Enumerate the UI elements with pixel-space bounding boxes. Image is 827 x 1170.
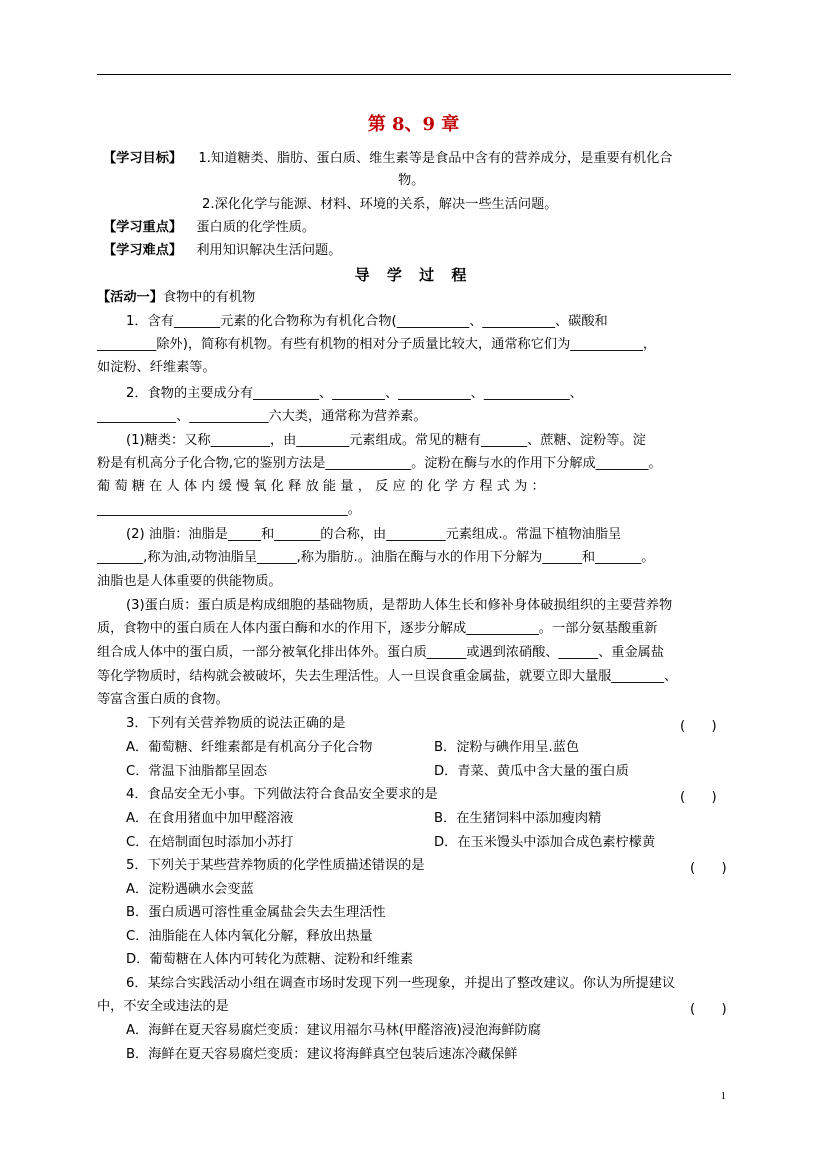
focus-line: 【学习重点】 蛋白质的化学性质。 [103, 220, 316, 235]
answer-blank: ( ) [690, 861, 727, 876]
body-line: 组合成人体中的蛋白质，一部分被氧化排出体外。蛋白质______或遇到浓硝酸、______、重金属盐 [97, 645, 665, 660]
body-line: ____________、____________六大类，通常称为营养素。 [97, 409, 427, 424]
body-line: 1．含有_______元素的化合物称为有机化合物(___________、___________、碳酸和 [126, 314, 608, 329]
option-d: D．在玉米馒头中添加合成色素柠檬黄 [434, 835, 656, 850]
difficulty-line: 【学习难点】 利用知识解决生活问题。 [103, 243, 342, 258]
header-rule [97, 74, 731, 75]
question-stem: 4．食品安全无小事。下列做法符合食品安全要求的是 [126, 787, 438, 802]
question-stem: 5．下列关于某些营养物质的化学性质描述错误的是 [126, 858, 425, 873]
page-title: 第 8、9 章 [367, 114, 460, 135]
goals-line-2: 2.深化化学与能源、材料、环境的关系，解决一些生活问题。 [202, 197, 558, 212]
answer-blank: ( ) [680, 719, 717, 734]
process-title: 导 学 过 程 [354, 266, 473, 284]
answer-blank: ( ) [690, 1002, 727, 1017]
option-a: A．葡萄糖、纤维素都是有机高分子化合物 [126, 740, 373, 755]
body-line: 质，食物中的蛋白质在人体内蛋白酶和水的作用下，逐步分解成___________。一部分氨基酸重新 [97, 621, 658, 636]
body-line: 油脂也是人体重要的供能物质。 [97, 574, 282, 589]
option-d: D．青菜、黄瓜中含大量的蛋白质 [434, 764, 629, 779]
activity-heading: 【活动一】食物中的有机物 [97, 290, 256, 305]
option-b: B．蛋白质遇可溶性重金属盐会失去生理活性 [126, 905, 386, 920]
option-b: B．海鲜在夏天容易腐烂变质：建议将海鲜真空包装后速冻冷藏保鲜 [126, 1047, 518, 1062]
body-line: 葡 萄 糖 在 人 体 内 缓 慢 氧 化 释 放 能 量 ， 反 应 的 化 学 方 程 式 为 ： [97, 479, 545, 494]
body-line: ______________________________________。 [97, 502, 361, 517]
option-a: A．在食用猪血中加甲醛溶液 [126, 811, 294, 826]
goals-tag: 【学习目标】 [103, 151, 183, 166]
body-line: 2．食物的主要成分有__________、________、___________、_____________、 [126, 386, 583, 401]
body-line: (2) 油脂：油脂是_____和_______的合称，由_________元素组成.。常温下植物油脂呈 [126, 527, 622, 542]
body-line: (3)蛋白质：蛋白质是构成细胞的基础物质，是帮助人体生长和修补身体破损组织的主要营养物 [126, 598, 673, 613]
option-c: C．油脂能在人体内氧化分解，释放出热量 [126, 929, 373, 944]
question-stem-cont: 中，不安全或违法的是 [97, 999, 229, 1014]
body-line: _________除外)，简称有机物。有些有机物的相对分子质量比较大，通常称它们为___________， [97, 337, 657, 352]
body-line: 如淀粉、纤维素等。 [97, 360, 216, 375]
body-line: 等化学物质时，结构就会被破坏，失去生理活性。人一旦误食重金属盐，就要立即大量服________、 [97, 669, 678, 684]
goals-line-1b: 物。 [398, 173, 425, 188]
body-line: 粉是有机高分子化合物,它的鉴别方法是_____________。淀粉在酶与水的作用下分解成________。 [97, 456, 662, 471]
question-stem: 6．某综合实践活动小组在调查市场时发现下列一些现象，并提出了整改建议。你认为所提建议 [126, 976, 676, 991]
goals-line-1: 【学习目标】 1.知道糖类、脂肪、蛋白质、维生素等是食品中含有的营养成分，是重要有机化合 [103, 151, 673, 166]
page-number: 1 [720, 1090, 726, 1102]
answer-blank: ( ) [680, 790, 717, 805]
option-c: C．常温下油脂都呈固态 [126, 764, 268, 779]
option-c: C．在焙制面包时添加小苏打 [126, 835, 294, 850]
option-b: B．在生猪饲料中添加瘦肉精 [434, 811, 602, 826]
option-a: A．海鲜在夏天容易腐烂变质：建议用福尔马林(甲醛溶液)浸泡海鲜防腐 [126, 1023, 541, 1038]
body-line: (1)糖类：又称_________，由________元素组成。常见的糖有_______、蔗糖、淀粉等。淀 [126, 433, 646, 448]
option-a: A．淀粉遇碘水会变蓝 [126, 882, 254, 897]
body-line: 等富含蛋白质的食物。 [97, 692, 229, 707]
body-line: _______,称为油,动物油脂呈______,称为脂肪.。油脂在酶与水的作用下分解为______和_______。 [97, 550, 655, 565]
option-d: D．葡萄糖在人体内可转化为蔗糖、淀粉和纤维素 [126, 952, 414, 967]
option-b: B．淀粉与碘作用呈.蓝色 [434, 740, 580, 755]
question-stem: 3．下列有关营养物质的说法正确的是 [126, 716, 346, 731]
